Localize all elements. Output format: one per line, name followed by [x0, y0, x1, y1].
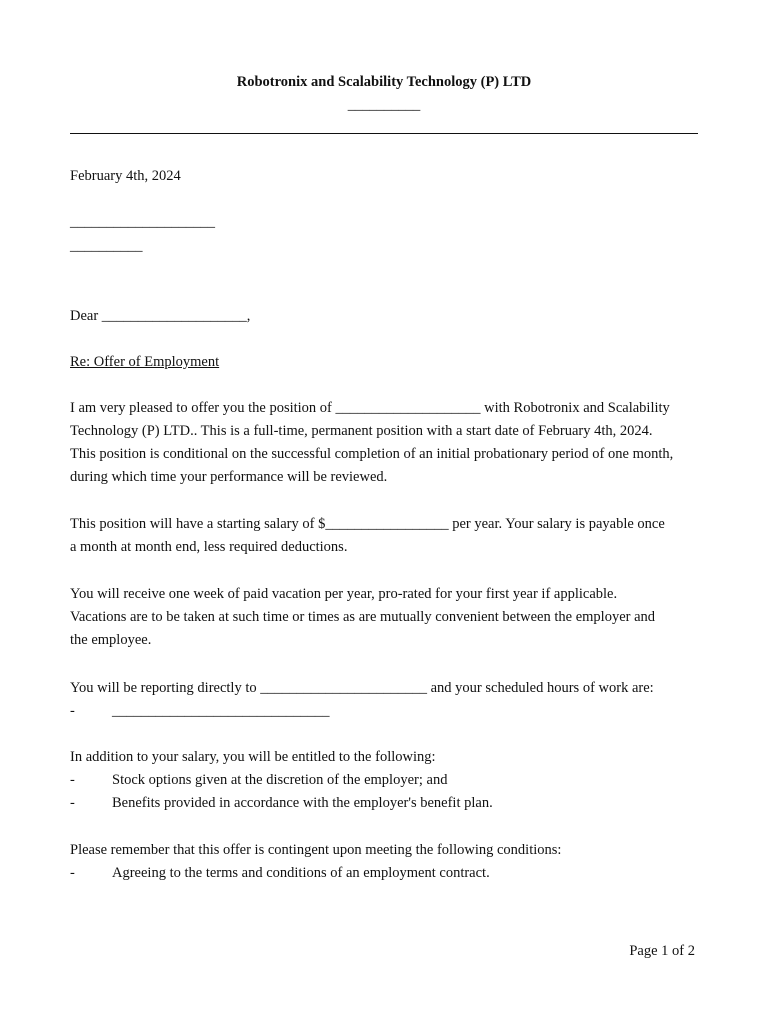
paragraph-line: a month at month end, less required deductions.	[70, 539, 348, 555]
paragraph-line: You will receive one week of paid vacation per year, pro-rated for your first year if applicable.	[70, 586, 618, 602]
list-item	[70, 700, 330, 723]
letter-date: February 4th, 2024	[70, 168, 181, 184]
paragraph-line: Vacations are to be taken at such time or times as are mutually convenient between the employer and	[70, 609, 656, 625]
paragraph-line: Technology (P) LTD.. This is a full-time, permanent position with a start date of February 4th, 2024.	[70, 423, 653, 439]
paragraph-entitlements: In addition to your salary, you will be entitled to the following:	[70, 749, 436, 765]
list-item-text: Agreeing to the terms and conditions of an employment contract.	[112, 865, 490, 881]
address-line-1: ____________________	[70, 214, 215, 230]
subject-line: Re: Offer of Employment	[70, 354, 220, 370]
list-item	[70, 792, 493, 815]
paragraph-line: the employee.	[70, 632, 152, 648]
paragraph-line: during which time your performance will be reviewed.	[70, 469, 388, 485]
bullet-dash: -	[70, 772, 75, 788]
bullet-dash: -	[70, 795, 75, 811]
paragraph-conditions: Please remember that this offer is contingent upon meeting the following conditions:	[70, 842, 562, 858]
list-item	[70, 769, 447, 792]
paragraph-line: This position will have a starting salary of $_________________ per year. Your salary is payable once	[70, 516, 665, 532]
paragraph-position	[70, 397, 700, 489]
list-item-text: ______________________________	[112, 703, 330, 719]
salutation: Dear ____________________,	[70, 308, 251, 324]
list-item-text: Benefits provided in accordance with the employer's benefit plan.	[112, 795, 493, 811]
company-name-blank: __________	[347, 97, 421, 113]
bullet-dash: -	[70, 865, 75, 881]
paragraph-line: This position is conditional on the successful completion of an initial probationary period of one month,	[70, 446, 674, 462]
list-item-text: Stock options given at the discretion of the employer; and	[112, 772, 448, 788]
bullet-dash: -	[70, 703, 75, 719]
paragraph-vacation	[70, 583, 700, 652]
address-line-2: __________	[70, 238, 143, 254]
paragraph-salary	[70, 513, 700, 559]
paragraph-reporting: You will be reporting directly to _______________________ and your scheduled hours of work are:	[70, 680, 654, 696]
page-number: Page 1 of 2	[629, 943, 695, 959]
header-divider	[70, 133, 698, 134]
company-name: Robotronix and Scalability Technology (P) LTD	[236, 74, 532, 90]
list-item	[70, 862, 490, 885]
paragraph-line: I am very pleased to offer you the position of ____________________ with Robotronix and Scalability	[70, 400, 670, 416]
